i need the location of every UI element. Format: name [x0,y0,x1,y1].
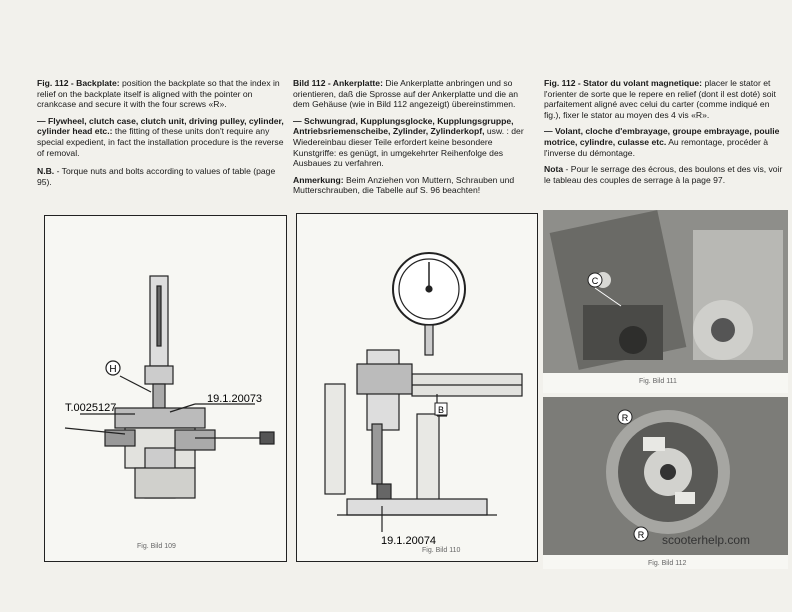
figure-110-drawing [297,214,537,561]
fig109-label-h: H [109,364,117,375]
fig111-label-c: C [591,276,599,286]
figure-111-caption: Fig. Bild 111 [639,378,677,385]
german-p3-text: Beim Anziehen von Muttern, Schrauben und Mutterschrauben, die Tabelle auf S. 96 beachten! [293,174,515,196]
french-p1-lead: Fig. 112 - Stator du volant magnetique: [544,78,703,88]
fig112-label-r1: R [621,413,629,423]
fig110-label-b: B [437,405,445,415]
fig112-label-r2: R [637,530,645,540]
english-p2-text: the fitting of these units don't require any special expedient, in fact the installation procedure is the reverse of removal. [37,126,284,158]
german-p1-lead: Bild 112 - Ankerplatte: [293,78,383,88]
figure-112-caption: Fig. Bild 112 [648,560,687,567]
figure-111-photo [543,210,788,393]
fig109-tool-a-label: T.0025127 [65,402,117,414]
fig110-tool-label: 19.1.20074 [381,535,437,547]
english-paragraph-2 [37,116,285,158]
figure-111 [543,210,788,393]
german-p1-text: Die Ankerplatte anbringen und so orientieren, daß die Sprosse auf der Ankerplatte und die an dem Gehäuse (wie in Bild 112 angezeigt) übereinstimmen. [293,78,519,110]
figure-110 [296,213,538,562]
german-column [293,78,535,202]
english-p3-lead: N.B. [37,166,55,177]
german-p2-lead: — Schwungrad, Kupplungsglocke, Kupplungsgruppe, Antriebsriemenscheibe, Zylinder, Zylinderkopf, [293,115,514,137]
french-p2-lead: — Volant, cloche d'embrayage, groupe embrayage, poulie motrice, cylindre, culasse etc. [544,126,780,147]
french-column [544,78,788,191]
watermark: scooterhelp.com [662,533,751,547]
german-paragraph-3 [293,175,535,196]
english-p1-lead: Fig. 112 - Backplate: [37,78,120,88]
fig109-tool-b-label: 19.1.20073 [207,393,263,405]
german-p3-lead: Anmerkung: [293,174,344,185]
english-column [37,78,285,193]
figure-109 [44,215,287,562]
english-paragraph-1 [37,78,285,110]
french-paragraph-2 [544,126,788,158]
english-paragraph-3 [37,166,285,187]
english-p3-text: - Torque nuts and bolts according to values of table (page 95). [37,166,276,187]
german-p2-text: usw. : der Wiedereinbau dieser Teile erfordert keine besondere Kunstgriffe: es genügt, in umgekehrter Reihenfolge des Ausbaues zu verfahren. [293,126,524,169]
figure-110-caption: Fig. Bild 110 [422,547,461,554]
french-p2-text: Au remontage, procéder à l'inverse du démontage. [544,136,769,158]
english-p2-lead: — Flywheel, clutch case, clutch unit, driving pulley, cylinder, cylinder head etc.: [37,115,284,137]
french-paragraph-1 [544,78,788,120]
german-paragraph-1 [293,78,535,110]
french-p3-lead: Nota [544,164,564,175]
french-paragraph-3 [544,164,788,185]
english-p1-text: position the backplate so that the index in relief on the backplate itself is aligned with the pointer on crankcase and secure it with the four screws «R». [37,78,280,110]
figure-109-drawing [45,216,286,561]
french-p1-text: placer le stator et l'orienter de sorte que le repere en relief (dont il est doté) soit parfaitement aligné avec celui du carter (comme indiqué en fig.), fixer le stator au moyen des 4 vis «R». [544,78,776,120]
figure-109-caption: Fig. Bild 109 [137,543,176,550]
german-paragraph-2 [293,116,535,169]
french-p3-text: - Pour le serrage des écrous, des boulons et des vis, voir le tableau des couples de serrage à la page 97. [544,164,783,185]
